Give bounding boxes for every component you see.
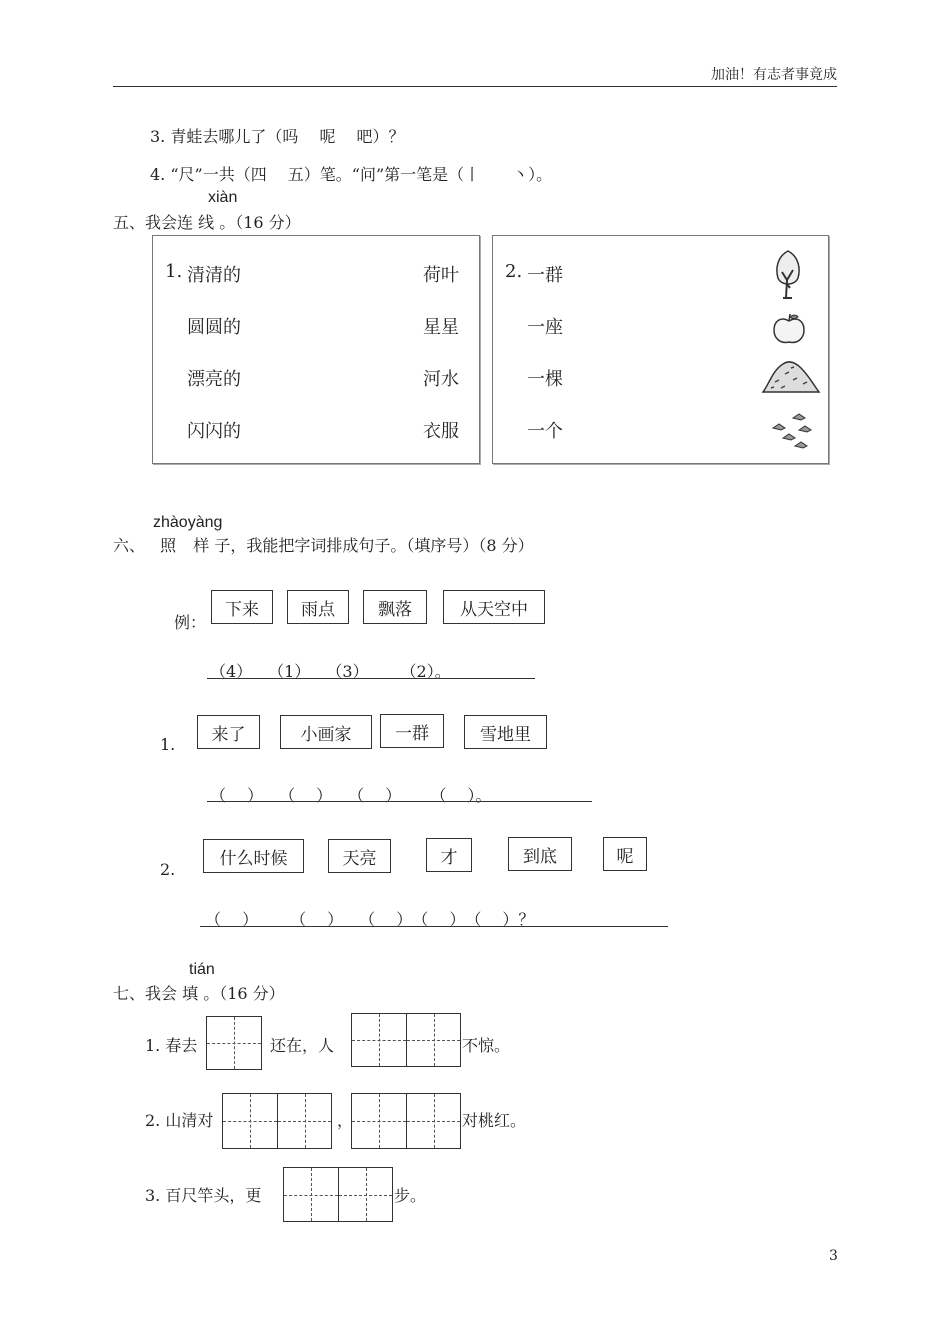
- q7-2-middle: ，: [337, 1111, 354, 1130]
- measure-word-3[interactable]: 一棵: [527, 369, 563, 390]
- match-left-1[interactable]: 清清的: [187, 265, 241, 286]
- q6-2-word-2: 天亮: [328, 839, 391, 873]
- q6-2-answer-blanks[interactable]: （ ） （ ） （ ） （ ） （ ）？: [205, 910, 535, 929]
- panel2-number: 2.: [505, 261, 523, 282]
- q6-1-word-1: 来了: [197, 715, 260, 749]
- matching-panel-2: [492, 235, 829, 464]
- q6-1-number: 1.: [160, 735, 176, 754]
- example-label: 例：: [174, 613, 207, 632]
- match-right-4[interactable]: 衣服: [423, 421, 459, 442]
- question-4-4: 4. “尺”一共（四 五）笔。“问”第一笔是（丨 丶）。: [150, 165, 553, 184]
- q6-2-word-5: 呢: [603, 837, 647, 871]
- section7-pinyin: tián: [189, 961, 215, 978]
- hill-icon[interactable]: [761, 356, 821, 396]
- example-answer-line: [207, 678, 535, 679]
- section7-title: 七、我会 填 。（16 分）: [113, 984, 285, 1003]
- apple-icon[interactable]: [771, 312, 807, 346]
- q7-3-prefix: 3. 百尺竿头，更: [145, 1186, 262, 1205]
- q6-2-answer-line: [200, 926, 668, 927]
- q7-3-suffix: 步。: [394, 1186, 427, 1205]
- birds-icon[interactable]: [769, 410, 817, 452]
- header-rule: [113, 86, 837, 87]
- q6-2-word-3: 才: [426, 838, 472, 872]
- q6-2-number: 2.: [160, 860, 176, 879]
- q7-1-suffix: 不惊。: [462, 1036, 511, 1055]
- q7-1-prefix: 1. 春去: [145, 1036, 198, 1055]
- q6-2-word-1: 什么时候: [203, 839, 304, 873]
- q7-2-suffix: 对桃红。: [462, 1111, 527, 1130]
- q7-2-grid-b[interactable]: [351, 1093, 461, 1149]
- example-word-1: 下来: [211, 590, 273, 624]
- section5-title: 五、我会连 线 。（16 分）: [113, 213, 301, 232]
- match-left-4[interactable]: 闪闪的: [187, 421, 241, 442]
- q7-1-grid-a[interactable]: [206, 1016, 262, 1070]
- example-answer: （4） （1） （3） （2）。: [210, 662, 451, 681]
- q6-1-word-2: 小画家: [280, 715, 372, 749]
- match-right-3[interactable]: 河水: [423, 369, 459, 390]
- q7-1-middle: 还在，人: [270, 1036, 335, 1055]
- q6-2-word-4: 到底: [508, 837, 572, 871]
- header-motto: 加油！有志者事竟成: [711, 67, 837, 83]
- q7-3-grid[interactable]: [283, 1167, 393, 1222]
- example-word-3: 飘落: [363, 590, 427, 624]
- matching-panel-1: [152, 235, 480, 464]
- tree-icon[interactable]: [771, 248, 805, 300]
- measure-word-1[interactable]: 一群: [527, 265, 563, 286]
- section6-title: 六、 照 样 子，我能把字词排成句子。（填序号）（8 分）: [113, 536, 534, 555]
- measure-word-4[interactable]: 一个: [527, 421, 563, 442]
- q7-2-grid-a[interactable]: [222, 1093, 332, 1149]
- question-4-3: 3. 青蛙去哪儿了（吗 呢 吧）？: [150, 127, 405, 146]
- q6-1-answer-blanks[interactable]: （ ） （ ） （ ） （ ）。: [210, 786, 492, 805]
- match-left-2[interactable]: 圆圆的: [187, 317, 241, 338]
- example-word-2: 雨点: [287, 590, 349, 624]
- match-right-1[interactable]: 荷叶: [423, 265, 459, 286]
- q7-2-prefix: 2. 山清对: [145, 1111, 214, 1130]
- example-word-4: 从天空中: [443, 590, 545, 624]
- match-right-2[interactable]: 星星: [423, 317, 459, 338]
- page-number: 3: [829, 1248, 838, 1264]
- section5-pinyin: xiàn: [208, 189, 238, 206]
- panel1-number: 1.: [165, 261, 183, 282]
- q6-1-word-4: 雪地里: [464, 715, 547, 749]
- match-left-3[interactable]: 漂亮的: [187, 369, 241, 390]
- q7-1-grid-b[interactable]: [351, 1013, 461, 1067]
- q6-1-answer-line: [207, 801, 592, 802]
- q6-1-word-3: 一群: [380, 714, 444, 748]
- section6-pinyin: zhàoyàng: [153, 514, 223, 531]
- measure-word-2[interactable]: 一座: [527, 317, 563, 338]
